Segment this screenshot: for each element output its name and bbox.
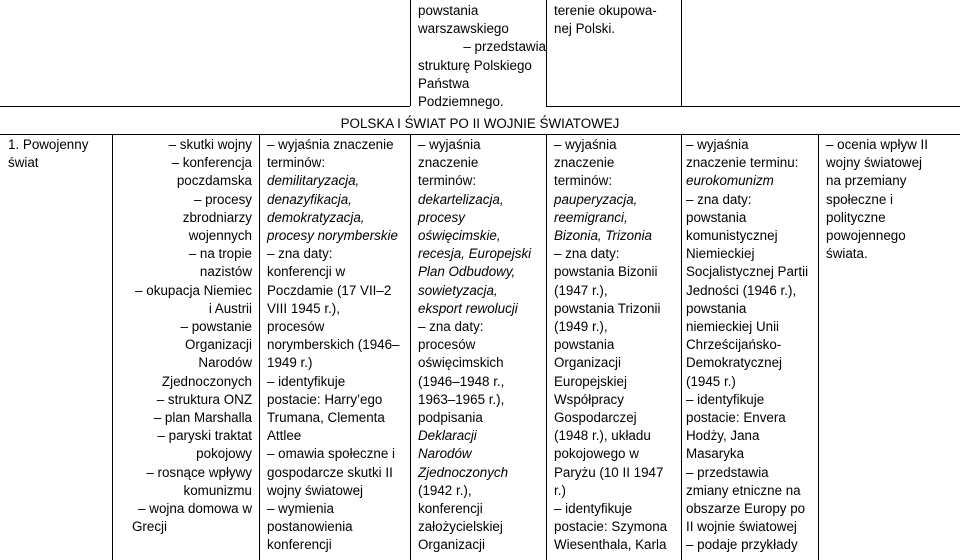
col6-line: Socjalistycznej Partii bbox=[686, 264, 809, 280]
col-divider-6 bbox=[681, 134, 682, 560]
col2-line: – okupacja Niemiec bbox=[135, 282, 252, 298]
col2-line: komunizmu bbox=[183, 482, 252, 498]
top-cell-col4 bbox=[418, 2, 546, 111]
col2-line: i Austrii bbox=[208, 300, 252, 316]
col2-line: – na tropie bbox=[188, 246, 252, 262]
col5-line: powstania Bizonii bbox=[554, 264, 658, 280]
col5-term: Bizonia, Trizonia bbox=[554, 228, 652, 244]
col2-line: wojennych bbox=[188, 228, 252, 244]
col6-line: – zna daty: bbox=[686, 191, 752, 207]
col3-line: norymberskich (1946– bbox=[267, 337, 400, 353]
col5-line: Wiesenthala, Karla bbox=[554, 537, 667, 553]
col2-line: – paryski traktat bbox=[157, 428, 252, 444]
col7-line: świata. bbox=[826, 246, 868, 262]
col7-line: wojny światowej bbox=[826, 155, 923, 171]
col5-line: znaczenie bbox=[554, 155, 615, 171]
col3-line: gospodarcze skutki II bbox=[267, 464, 393, 480]
col4-line: (1942 r.), bbox=[418, 482, 472, 498]
col5-line: (1948 r.), układu bbox=[554, 428, 651, 444]
col3-line: – omawia społeczne i bbox=[267, 446, 396, 462]
col4-term: procesy bbox=[418, 209, 465, 225]
col3-line: konferencji w bbox=[267, 264, 346, 280]
col-divider-2 bbox=[112, 134, 113, 560]
col3-line: VIII 1945 r.), bbox=[267, 300, 340, 316]
col3-line: procesów bbox=[267, 319, 325, 335]
col5-line: postacie: Szymona bbox=[554, 519, 668, 535]
col7-line: – ocenia wpływ II bbox=[826, 137, 928, 152]
col-divider-4 bbox=[410, 134, 411, 560]
col7-line: polityczne bbox=[826, 209, 886, 225]
col5-line: – zna daty: bbox=[554, 246, 620, 262]
col3-line: postacie: Harry’ego bbox=[267, 391, 383, 407]
col2-line: – plan Marshalla bbox=[153, 410, 252, 426]
col4-line: założycielskiej bbox=[418, 519, 503, 535]
col3-term: procesy norymberskie bbox=[267, 228, 398, 244]
col2-line: Narodów bbox=[198, 355, 252, 371]
col2-line: Organizacji bbox=[185, 337, 252, 353]
col4-term: eksport rewolucji bbox=[418, 300, 518, 316]
col2-line: – wojna domowa w bbox=[138, 501, 252, 517]
col4-line: – zna daty: bbox=[418, 319, 484, 335]
col-divider-3 bbox=[259, 134, 260, 560]
col3-line: Poczdamie (17 VII–2 bbox=[267, 282, 392, 298]
col2-line: nazistów bbox=[199, 264, 252, 280]
col2-line: – struktura ONZ bbox=[156, 391, 252, 407]
col6-line: – podaje przykłady bbox=[686, 537, 798, 553]
col4-content bbox=[418, 136, 545, 555]
col7-line: na przemiany bbox=[826, 173, 907, 189]
col6-line: obszarze Europy po bbox=[686, 501, 806, 517]
col5-line: powstania bbox=[554, 337, 615, 353]
col3-line: 1949 r.) bbox=[267, 355, 313, 371]
col3-term: denazyfikacja, bbox=[267, 191, 352, 207]
col5-line: Europejskiej bbox=[554, 373, 627, 389]
col3-line: wojny światowej bbox=[267, 482, 364, 498]
col6-line: II wojnie światowej bbox=[686, 519, 797, 535]
col6-line: Demokratycznej bbox=[686, 355, 782, 371]
col6-line: powstania bbox=[686, 209, 747, 225]
col4-term: Deklaracji bbox=[418, 428, 477, 444]
col4-line: konferencji bbox=[418, 501, 483, 517]
top-col5-line: terenie okupowa- bbox=[554, 3, 657, 18]
col-divider-6a bbox=[681, 0, 682, 106]
col3-content bbox=[267, 136, 409, 555]
top-col5-line: nej Polski. bbox=[554, 21, 616, 37]
col3-line: postanowienia bbox=[267, 519, 353, 535]
col2-line: – procesy bbox=[193, 191, 252, 207]
top-col4-line: powstania bbox=[418, 3, 479, 18]
col5-term: reemigranci, bbox=[554, 209, 628, 225]
col3-term: demilitaryzacja, bbox=[267, 173, 360, 189]
col4-line: podpisania bbox=[418, 410, 483, 426]
col4-line: – wyjaśnia bbox=[418, 137, 481, 152]
col6-line: komunistycznej bbox=[686, 228, 778, 244]
col2-content bbox=[114, 136, 252, 536]
col6-term: eurokomunizm bbox=[686, 173, 774, 189]
col-divider-5 bbox=[546, 134, 547, 560]
col3-line: terminów: bbox=[267, 155, 326, 171]
col5-line: pokojowego w bbox=[554, 446, 639, 462]
col5-line: terminów: bbox=[554, 173, 613, 189]
col-divider-5a bbox=[546, 0, 547, 106]
col6-line: powstania bbox=[686, 300, 747, 316]
col2-line: pokojowy bbox=[196, 446, 252, 462]
col6-line: postacie: Envera bbox=[686, 410, 786, 426]
col2-line: – powstanie bbox=[180, 319, 252, 335]
col5-line: Paryżu (10 II 1947 bbox=[554, 464, 664, 480]
col4-line: terminów: bbox=[418, 173, 477, 189]
col4-line: 1963–1965 r.), bbox=[418, 391, 505, 407]
col5-line: (1947 r.), bbox=[554, 282, 608, 298]
col4-line: procesów bbox=[418, 337, 476, 353]
top-col4-line: warszawskiego bbox=[418, 21, 509, 37]
col5-line: Organizacji bbox=[554, 355, 621, 371]
col4-term: dekartelizacja, bbox=[418, 191, 504, 207]
col4-term: sowietyzacja, bbox=[418, 282, 498, 298]
col6-line: – wyjaśnia bbox=[686, 137, 749, 152]
col3-line: Attlee bbox=[267, 428, 302, 444]
col6-line: znaczenie terminu: bbox=[686, 155, 799, 171]
row-divider-top-right bbox=[546, 106, 960, 107]
col5-line: powstania Trizonii bbox=[554, 300, 661, 316]
col4-term: Narodów bbox=[418, 446, 472, 462]
top-col4-line: strukturę Polskiego bbox=[418, 57, 532, 73]
col3-line: – zna daty: bbox=[267, 246, 333, 262]
col6-line: – przedstawia bbox=[686, 464, 769, 480]
col4-line: Organizacji bbox=[418, 537, 485, 553]
col4-line: oświęcimskich bbox=[418, 355, 504, 371]
col3-line: – wyjaśnia znaczenie bbox=[267, 137, 394, 152]
col3-line: – identyfikuje bbox=[267, 373, 346, 389]
col4-term: Plan Odbudowy, bbox=[418, 264, 516, 280]
top-cell-col5 bbox=[554, 2, 678, 38]
col3-line: konferencji bbox=[267, 537, 332, 553]
col7-line: powojennego bbox=[826, 228, 906, 244]
col3-term: demokratyzacja, bbox=[267, 209, 365, 225]
col5-content bbox=[554, 136, 680, 555]
col5-line: Gospodarczej bbox=[554, 410, 637, 426]
col3-line: Trumana, Clementa bbox=[267, 410, 385, 426]
col1-line: 1. Powojenny bbox=[8, 137, 89, 152]
col6-line: niemieckiej Unii bbox=[686, 319, 780, 335]
col1-topic bbox=[8, 136, 110, 172]
col6-line: – identyfikuje bbox=[686, 391, 765, 407]
heading-divider bbox=[0, 134, 960, 135]
top-col4-line: – przedstawia bbox=[463, 39, 546, 55]
col1-line: świat bbox=[8, 155, 39, 171]
row-divider-top bbox=[0, 106, 410, 107]
col5-line: (1949 r.), bbox=[554, 319, 608, 335]
col6-line: Masaryka bbox=[686, 446, 745, 462]
col4-line: znaczenie bbox=[418, 155, 479, 171]
col3-line: – wymienia bbox=[267, 501, 334, 517]
col5-line: Współpracy bbox=[554, 391, 624, 407]
table-heading: POLSKA I ŚWIAT PO II WOJNIE ŚWIATOWEJ bbox=[340, 116, 620, 131]
col6-content bbox=[686, 136, 817, 555]
top-col4-line: Państwa bbox=[418, 75, 470, 91]
top-col4-line: Podziemnego. bbox=[418, 94, 504, 110]
col5-line: – wyjaśnia bbox=[554, 137, 617, 152]
col-divider-4a bbox=[410, 0, 411, 106]
col7-content bbox=[826, 136, 958, 263]
col5-term: pauperyzacja, bbox=[554, 191, 638, 207]
col6-line: Niemieckiej bbox=[686, 246, 755, 262]
col2-line: poczdamska bbox=[176, 173, 252, 189]
col2-line: Zjednoczonych bbox=[161, 373, 252, 389]
col2-line: – skutki wojny bbox=[168, 137, 252, 152]
col6-line: (1945 r.) bbox=[686, 373, 736, 389]
col4-term: Zjednoczonych bbox=[418, 464, 509, 480]
col4-term: oświęcimskie, bbox=[418, 228, 501, 244]
col6-line: Jedności (1946 r.), bbox=[686, 282, 797, 298]
col2-line: – rosnące wpływy bbox=[146, 464, 252, 480]
col2-line: Grecji bbox=[132, 519, 167, 535]
col2-line: zbrodniarzy bbox=[182, 209, 252, 225]
col5-line: – identyfikuje bbox=[554, 501, 633, 517]
col7-line: społeczne i bbox=[826, 191, 893, 207]
col4-line: (1946–1948 r., bbox=[418, 373, 505, 389]
col6-line: Hodży, Jana bbox=[686, 428, 760, 444]
col4-term: recesja, Europejski bbox=[418, 246, 532, 262]
col6-line: Chrześcijańsko- bbox=[686, 337, 782, 353]
col-divider-7 bbox=[818, 134, 819, 560]
col2-line: – konferencja bbox=[171, 155, 252, 171]
col6-line: zmiany etniczne na bbox=[686, 482, 801, 498]
col5-line: r.) bbox=[554, 482, 566, 498]
